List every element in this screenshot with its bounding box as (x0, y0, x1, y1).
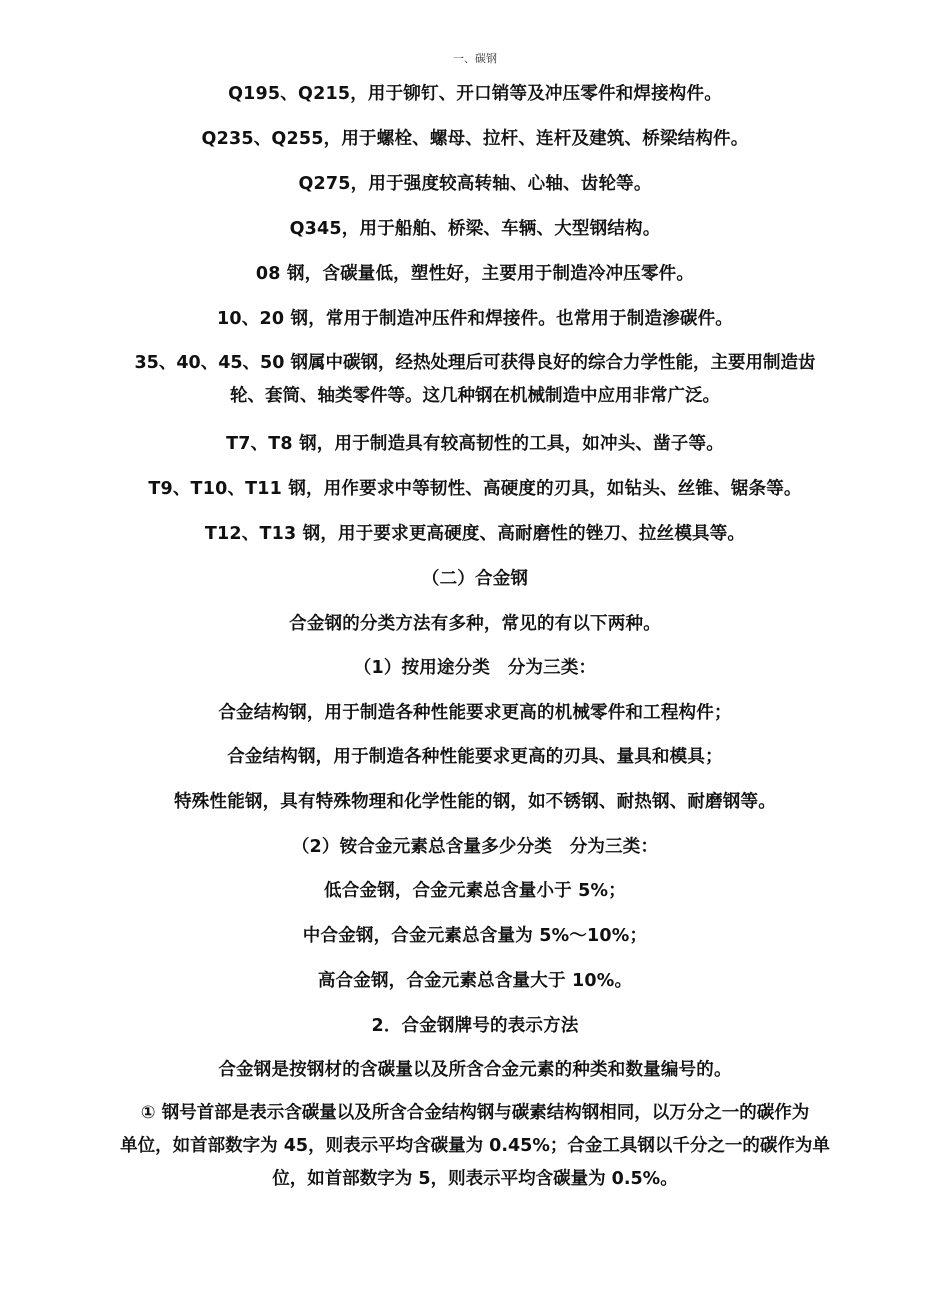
carbon-steel-line-10-20: 10、20 钢，常用于制造冲压件和焊接件。也常用于制造渗碳件。 (217, 309, 733, 329)
tool-steel-line-t12: T12、T13 钢，用于要求更高硬度、高耐磨性的锉刀、拉丝模具等。 (204, 524, 746, 544)
grade-notation-intro: 合金钢是按钢材的含碳量以及所含合金元素的种类和数量编号的。 (218, 1060, 732, 1080)
by-content-item-low: 低合金钢，合金元素总含量小于 5%； (324, 881, 626, 901)
by-use-item-3: 特殊性能钢，具有特殊物理和化学性能的钢，如不锈钢、耐热钢、耐磨钢等。 (174, 792, 776, 812)
by-content-item-high: 高合金钢，合金元素总含量大于 10%。 (317, 971, 633, 991)
grade-rule-paragraph (100, 1097, 850, 1196)
tool-steel-line-t7: T7、T8 钢，用于制造具有较高韧性的工具，如冲头、凿子等。 (226, 434, 724, 454)
by-content-item-medium: 中合金钢，合金元素总含量为 5%～10%； (302, 926, 648, 946)
grade-rule-line-2: 单位，如首部数字为 45，则表示平均含碳量为 0.45%；合金工具钢以千分之一的碳作为单 (120, 1136, 830, 1156)
carbon-steel-line-q235: Q235、Q255，用于螺栓、螺母、拉杆、连杆及建筑、桥梁结构件。 (201, 129, 749, 149)
by-use-item-2: 合金结构钢，用于制造各种性能要求更高的刃具、量具和模具； (227, 747, 723, 767)
medium-carbon-line-2: 轮、套筒、轴类零件等。这几种钢在机械制造中应用非常广泛。 (230, 386, 720, 406)
medium-carbon-paragraph (100, 347, 850, 413)
carbon-steel-line-q275: Q275，用于强度较高转轴、心轴、齿轮等。 (298, 174, 652, 194)
alloy-steel-heading: （二）合金钢 (421, 569, 529, 589)
by-use-item-1: 合金结构钢，用于制造各种性能要求更高的机械零件和工程构件； (218, 703, 732, 723)
grade-rule-line-3: 位，如首部数字为 5，则表示平均含碳量为 0.5%。 (272, 1169, 678, 1189)
alloy-steel-intro: 合金钢的分类方法有多种，常见的有以下两种。 (289, 614, 661, 634)
tool-steel-line-t9: T9、T10、T11 钢，用作要求中等韧性、高硬度的刃具，如钻头、丝锥、锯条等。 (148, 479, 802, 499)
section-title: 一、碳钢 (453, 52, 497, 65)
by-content-heading: （2）铵合金元素总含量多少分类 分为三类： (291, 837, 659, 857)
medium-carbon-line-1: 35、40、45、50 钢属中碳钢，经热处理后可获得良好的综合力学性能，主要用制造齿 (134, 353, 816, 373)
carbon-steel-line-08: 08 钢，含碳量低，塑性好，主要用于制造冷冲压零件。 (255, 264, 695, 284)
grade-rule-line-1: ① 钢号首部是表示含碳量以及所含合金结构钢与碳素结构钢相同，以万分之一的碳作为 (140, 1103, 810, 1123)
carbon-steel-line-q195: Q195、Q215，用于铆钉、开口销等及冲压零件和焊接构件。 (228, 84, 722, 104)
by-use-heading: （1）按用途分类 分为三类： (353, 658, 597, 678)
grade-notation-heading: 2．合金钢牌号的表示方法 (371, 1016, 579, 1036)
carbon-steel-line-q345: Q345，用于船舶、桥梁、车辆、大型钢结构。 (289, 219, 661, 239)
